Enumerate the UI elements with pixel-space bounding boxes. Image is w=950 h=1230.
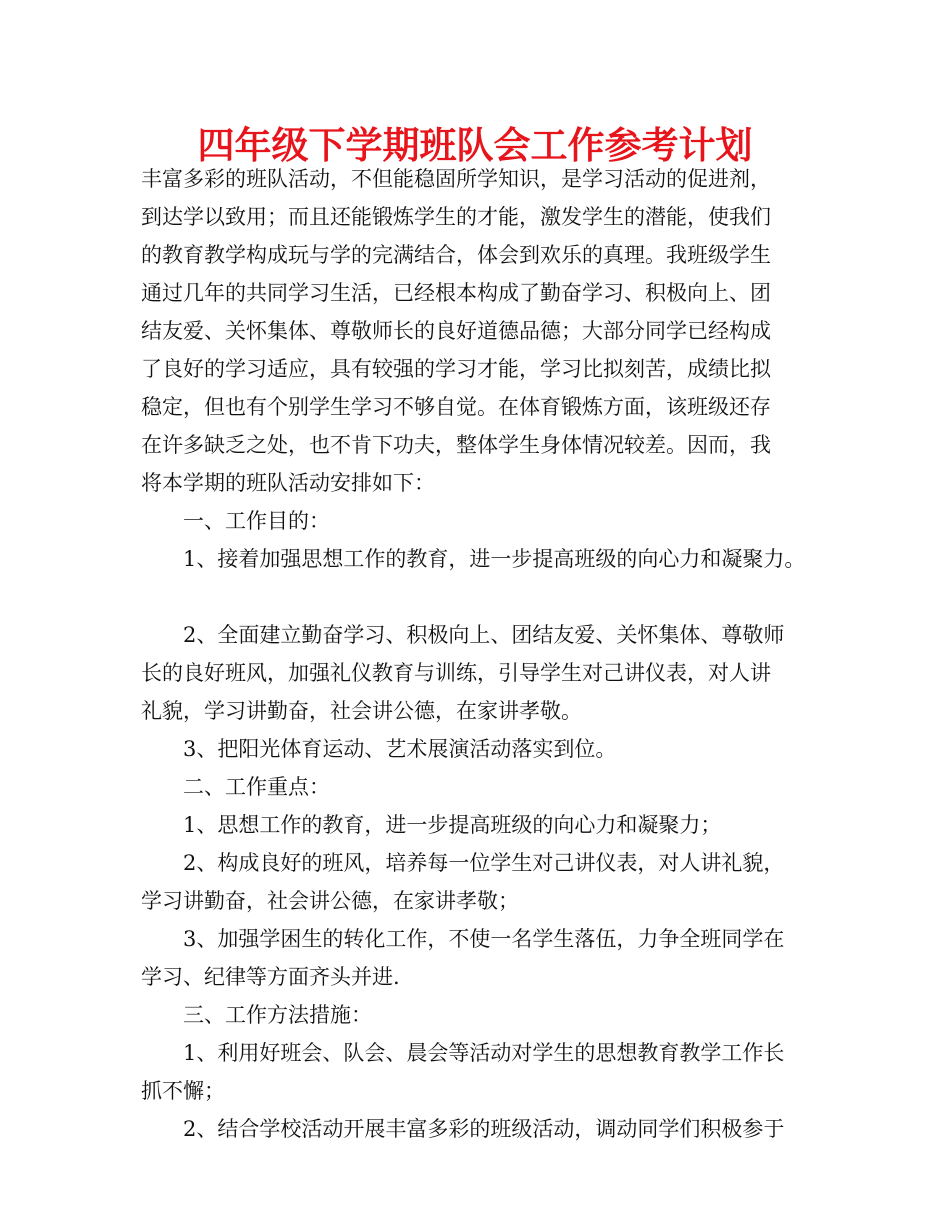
list-item: 1、思想工作的教育，进一步提高班级的向心力和凝聚力； [183,813,722,837]
list-item: 3、加强学困生的转化工作，不使一名学生落伍，力争全班同学在 [183,927,785,951]
paragraph-line: 学习、纪律等方面齐头并进. [141,965,400,989]
list-item: 1、接着加强思想工作的教育，进一步提高班级的向心力和凝聚力。 [183,547,806,571]
document-title: 四年级下学期班队会工作参考计划 [197,124,753,167]
list-item: 3、把阳光体育运动、艺术展演活动落实到位。 [183,737,617,761]
paragraph-line: 了良好的学习适应，具有较强的学习才能，学习比拟刻苦，成绩比拟 [141,357,771,381]
list-item: 2、全面建立勤奋学习、积极向上、团结友爱、关怀集体、尊敬师 [183,623,785,647]
list-item: 2、结合学校活动开展丰富多彩的班级活动，调动同学们积极参于 [183,1117,785,1141]
paragraph-line: 礼貌，学习讲勤奋，社会讲公德，在家讲孝敬。 [141,699,582,723]
blank-line [141,578,821,616]
paragraph-line: 抓不懈； [141,1079,225,1103]
document-body [141,160,821,1148]
paragraph-line: 将本学期的班队活动安排如下： [141,471,435,495]
list-item: 2、构成良好的班风，培养每一位学生对己讲仪表，对人讲礼貌， [183,851,785,875]
paragraph-line: 长的良好班风，加强礼仪教育与训练，引导学生对己讲仪表，对人讲 [141,661,771,685]
paragraph-line: 在许多缺乏之处，也不肯下功夫，整体学生身体情况较差。因而，我 [141,433,771,457]
list-item: 1、利用好班会、队会、晨会等活动对学生的思想教育教学工作长 [183,1041,785,1065]
paragraph-line: 丰富多彩的班队活动，不但能稳固所学知识，是学习活动的促进剂， [141,167,771,191]
paragraph-line: 结友爱、关怀集体、尊敬师长的良好道德品德；大部分同学已经构成 [141,319,771,343]
section-heading: 一、工作目的： [183,509,330,533]
paragraph-line: 通过几年的共同学习生活，已经根本构成了勤奋学习、积极向上、团 [141,281,771,305]
paragraph-line: 学习讲勤奋，社会讲公德，在家讲孝敬； [141,889,519,913]
paragraph-line: 的教育教学构成玩与学的完满结合，体会到欢乐的真理。我班级学生 [141,243,771,267]
paragraph-line: 稳定，但也有个别学生学习不够自觉。在体育锻炼方面，该班级还存 [141,395,771,419]
section-heading: 三、工作方法措施： [183,1003,372,1027]
section-heading: 二、工作重点： [183,775,330,799]
paragraph-line: 到达学以致用；而且还能锻炼学生的才能，激发学生的潜能，使我们 [141,205,771,229]
